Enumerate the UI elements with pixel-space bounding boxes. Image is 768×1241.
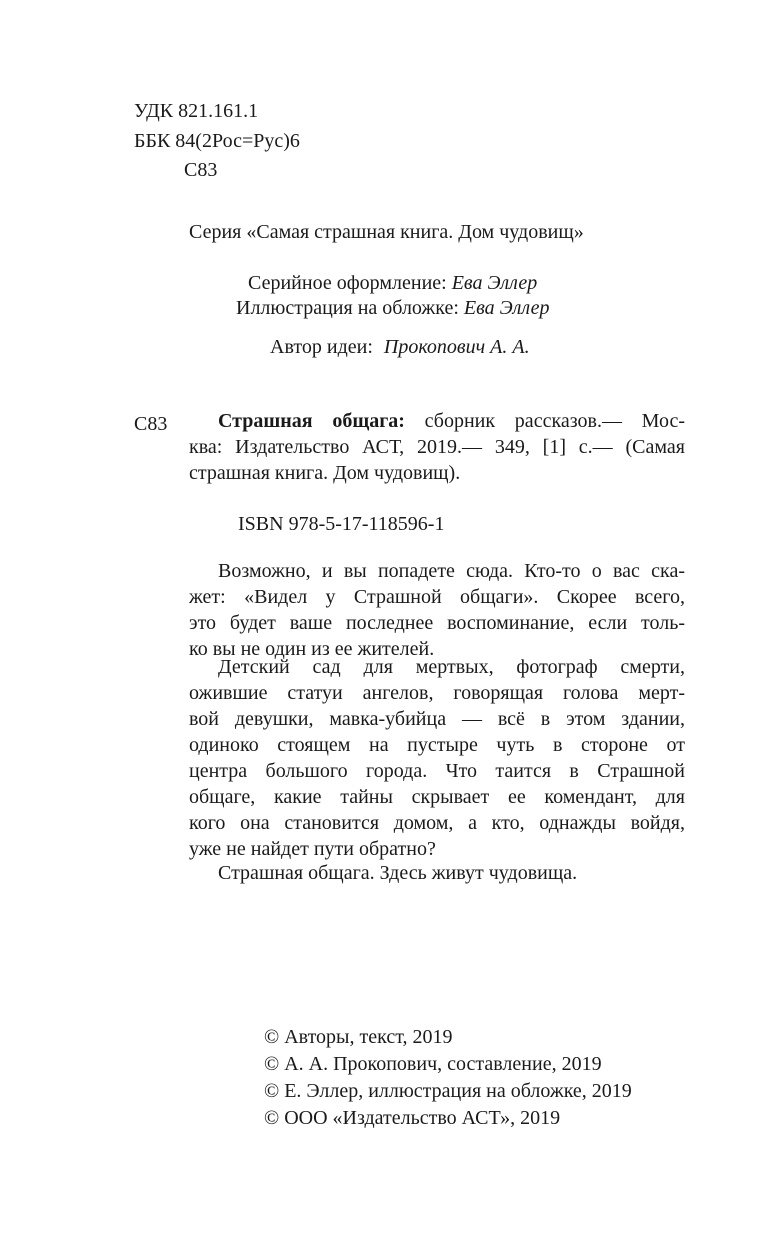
bibliographic-line-2: ква: Издательство АСТ, 2019.— 349, [1] с.— (Самая: [189, 436, 685, 458]
bbk-code: ББК 84(2Рос=Рус)6: [134, 130, 300, 152]
annotation-line: жет: «Видел у Страшной общаги». Скорее всего,: [189, 586, 685, 608]
annotation-line: это будет ваше последнее воспоминание, если толь-: [189, 612, 685, 634]
bibliographic-line-3: страшная книга. Дом чудовищ).: [189, 462, 461, 484]
annotation-paragraph-2: [189, 656, 685, 864]
annotation-line: Возможно, и вы попадете сюда. Кто-то о вас ска-: [218, 560, 685, 582]
annotation-line: ко вы не один из ее жителей.: [189, 638, 435, 660]
copyright-line-illustration: © Е. Эллер, иллюстрация на обложке, 2019: [264, 1080, 632, 1102]
copyright-line-compiler: © А. А. Прокопович, составление, 2019: [264, 1053, 602, 1075]
annotation-line: кого она становится домом, а кто, однажды войдя,: [189, 812, 685, 834]
series-title: Серия «Самая страшная книга. Дом чудовищ»: [189, 221, 584, 243]
idea-credit-name: Прокопович А. А.: [383, 336, 530, 358]
annotation-line: центра большого города. Что таится в Страшной: [189, 760, 685, 782]
idea-credit-label: Автор идеи:: [270, 336, 373, 358]
annotation-line: вой девушки, мавка-убийца — всё в этом здании,: [189, 708, 685, 730]
idea-credit: [270, 337, 530, 357]
cover-credit-name: Ева Эллер: [463, 297, 550, 319]
copyright-line-authors: © Авторы, текст, 2019: [264, 1026, 453, 1048]
design-credit-name: Ева Эллер: [451, 272, 538, 294]
annotation-paragraph-3: Страшная общага. Здесь живут чудовища.: [218, 862, 578, 884]
design-credit: [248, 273, 537, 293]
cover-credit: [236, 298, 549, 318]
bibliographic-description: [189, 410, 685, 488]
annotation-line: ожившие статуи ангелов, говорящая голова мерт-: [189, 682, 685, 704]
design-credit-label: Серийное оформление:: [248, 272, 447, 294]
bibliographic-line-1: Страшная общага: сборник рассказов.— Мос-: [218, 410, 685, 432]
cover-credit-label: Иллюстрация на обложке:: [236, 297, 459, 319]
book-title: Страшная общага:: [218, 410, 405, 432]
isbn: ISBN 978-5-17-118596-1: [238, 513, 445, 535]
annotation-line: уже не найдет пути обратно?: [189, 838, 436, 860]
copyright-line-publisher: © ООО «Издательство АСТ», 2019: [264, 1107, 561, 1129]
annotation-line: общаге, какие тайны скрывает ее комендант, для: [189, 786, 685, 808]
annotation-paragraph-1: [189, 560, 685, 664]
annotation-line: одиноко стоящем на пустыре чуть в стороне от: [189, 734, 685, 756]
udk-code: УДК 821.161.1: [134, 100, 259, 122]
bibliographic-mark: С83: [134, 413, 168, 435]
author-mark: С83: [184, 159, 218, 181]
annotation-line: Детский сад для мертвых, фотограф смерти,: [218, 656, 685, 678]
